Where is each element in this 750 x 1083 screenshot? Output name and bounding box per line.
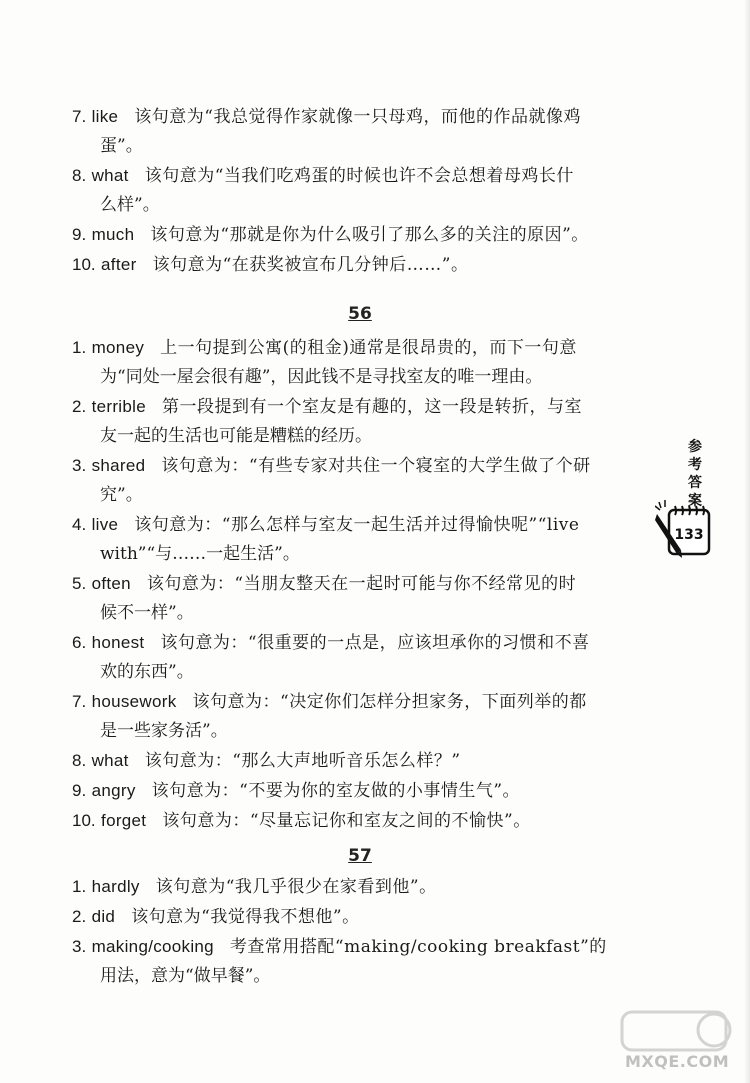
answer-item: 9. much 该句意为“那就是你为什么吸引了那么多的关注的原因”。 bbox=[72, 225, 589, 245]
answer-item: 4. live 该句意为：“那么怎样与室友一起生活并过得愉快呢”“live bbox=[72, 515, 580, 535]
answer-continuation: with”“与……一起生活”。 bbox=[100, 544, 300, 564]
answer-item: 8. what 该句意为：“那么大声地听音乐怎么样？” bbox=[72, 751, 461, 771]
section-number-57: 57 bbox=[348, 846, 372, 866]
answer-item: 5. often 该句意为：“当朋友整天在一起时可能与你不经常见的时 bbox=[72, 574, 577, 594]
answer-item: 1. hardly 该句意为“我几乎很少在家看到他”。 bbox=[72, 877, 437, 897]
answer-continuation: 欢的东西”。 bbox=[100, 662, 194, 682]
page-number: 133 bbox=[674, 527, 704, 543]
answer-item: 7. housework 该句意为：“决定你们怎样分担家务，下面列举的都 bbox=[72, 692, 587, 712]
answer-continuation: 么样”。 bbox=[100, 195, 160, 215]
reference-answer-tab-label: 参考答案 bbox=[688, 439, 702, 509]
answer-item: 7. like 该句意为“我总觉得作家就像一只母鸡，而他的作品就像鸡 bbox=[72, 107, 582, 127]
answer-item: 6. honest 该句意为：“很重要的一点是，应该坦承你的习惯和不喜 bbox=[72, 633, 590, 653]
section-57-answers bbox=[72, 872, 662, 991]
answer-continuation: 为“同处一屋会很有趣”，因此钱不是寻找室友的唯一理由。 bbox=[100, 367, 543, 387]
answer-continuation: 究”。 bbox=[100, 485, 143, 505]
answer-continuation: 用法，意为“做早餐”。 bbox=[100, 966, 271, 986]
page-number-badge bbox=[655, 500, 715, 562]
section-number-56: 56 bbox=[348, 304, 372, 324]
answer-item: 2. terrible 第一段提到有一个室友是有趣的，这一段是转折，与室 bbox=[72, 397, 582, 417]
answer-item: 1. money 上一句提到公寓(的租金)通常是很昂贵的，而下一句意 bbox=[72, 338, 577, 358]
section-56-answers bbox=[72, 333, 662, 836]
answer-continuation: 候不一样”。 bbox=[100, 603, 194, 623]
page-edge-shadow bbox=[744, 0, 750, 1083]
answer-continuation: 友一起的生活也可能是糟糕的经历。 bbox=[100, 426, 372, 446]
answer-continuation: 蛋”。 bbox=[100, 136, 143, 156]
answer-item: 9. angry 该句意为：“不要为你的室友做的小事情生气”。 bbox=[72, 781, 521, 801]
answer-item: 8. what 该句意为“当我们吃鸡蛋的时候也许不会总想着母鸡长什 bbox=[72, 166, 574, 186]
notepad-pencil-icon bbox=[655, 500, 715, 562]
answer-continuation: 是一些家务活”。 bbox=[100, 721, 228, 741]
watermark-text: MXQE.COM bbox=[625, 1052, 730, 1071]
answer-item: 2. did 该句意为“我觉得我不想他”。 bbox=[72, 907, 360, 927]
answer-item: 10. forget 该句意为：“尽量忘记你和室友之间的不愉快”。 bbox=[72, 811, 531, 831]
section-55-answers bbox=[72, 102, 662, 280]
answer-item: 10. after 该句意为“在获奖被宣布几分钟后……”。 bbox=[72, 255, 469, 275]
answer-item: 3. making/cooking 考查常用搭配“making/cooking breakfast”的 bbox=[72, 937, 607, 957]
answer-item: 3. shared 该句意为：“有些专家对共住一个寝室的大学生做了个研 bbox=[72, 456, 591, 476]
